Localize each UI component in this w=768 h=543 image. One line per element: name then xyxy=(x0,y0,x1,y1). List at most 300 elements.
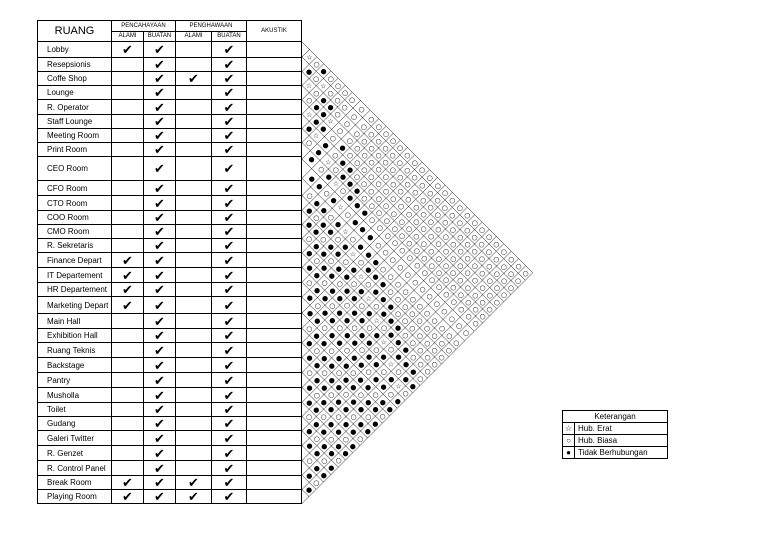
circle-icon: ○ xyxy=(449,196,456,205)
checkmark-icon-penghawaan-buatan: ✔ xyxy=(212,86,247,100)
circle-icon: ○ xyxy=(426,173,433,182)
dot-icon: ● xyxy=(313,103,320,112)
dot-icon: ● xyxy=(343,287,351,295)
circle-icon: ○ xyxy=(327,89,334,98)
dot-icon: ● xyxy=(387,317,395,325)
checkmark-icon-pencahayaan-alami: ✔ xyxy=(112,268,144,283)
circle-icon: ○ xyxy=(334,110,341,119)
circle-icon: ○ xyxy=(464,211,471,220)
checkmark-icon-pencahayaan-buatan: ✔ xyxy=(144,388,176,403)
circle-icon: ○ xyxy=(471,247,478,256)
circle-icon: ○ xyxy=(471,261,478,270)
dot-icon: ● xyxy=(313,361,321,370)
dot-icon: ● xyxy=(387,331,395,339)
star-icon: ☆ xyxy=(387,360,395,369)
subheader-penghawaan-alami: ALAMI xyxy=(176,32,212,42)
dot-icon: ● xyxy=(320,249,327,258)
circle-icon: ○ xyxy=(404,270,411,279)
circle-icon: ○ xyxy=(404,180,411,189)
circle-icon: ○ xyxy=(391,239,399,247)
circle-icon: ○ xyxy=(313,256,320,265)
dot-icon: ● xyxy=(372,375,380,384)
room-name: CFO Room xyxy=(38,181,112,196)
circle-icon: ○ xyxy=(329,134,336,143)
dot-icon: ● xyxy=(379,398,386,407)
checkmark-icon-pencahayaan-buatan: ✔ xyxy=(144,253,176,268)
dot-icon: ● xyxy=(313,199,320,208)
dot-icon: ● xyxy=(335,354,343,363)
dot-icon: ● xyxy=(328,361,335,370)
circle-icon: ○ xyxy=(413,232,420,241)
checkmark-icon-pencahayaan-buatan: ✔ xyxy=(144,58,176,72)
circle-icon: ○ xyxy=(420,196,427,205)
checkmark-icon-penghawaan-buatan: ✔ xyxy=(212,143,247,157)
circle-icon: ○ xyxy=(341,103,348,112)
legend-item-biasa xyxy=(563,435,667,447)
circle-icon: ○ xyxy=(406,239,413,248)
checkmark-icon-penghawaan-alami: ✔ xyxy=(176,476,212,490)
circle-icon: ○ xyxy=(457,290,464,299)
dot-icon: ● xyxy=(350,398,357,406)
circle-icon: ○ xyxy=(464,240,471,249)
circle-icon: ○ xyxy=(486,276,493,285)
circle-icon: ○ xyxy=(438,324,446,333)
circle-icon: ○ xyxy=(342,390,350,399)
circle-icon: ○ xyxy=(387,288,394,296)
circle-icon: ○ xyxy=(416,331,423,340)
dot-icon: ● xyxy=(328,271,335,280)
circle-icon: ○ xyxy=(358,346,366,354)
circle-icon: ○ xyxy=(382,144,389,153)
checkmark-icon-penghawaan-buatan: ✔ xyxy=(212,211,247,225)
checkmark-icon-pencahayaan-buatan: ✔ xyxy=(144,86,176,100)
circle-icon: ○ xyxy=(427,203,434,212)
circle-icon: ○ xyxy=(413,246,420,255)
circle-icon: ○ xyxy=(366,324,373,332)
circle-icon: ○ xyxy=(318,165,325,174)
circle-icon: ○ xyxy=(398,217,405,226)
circle-icon: ○ xyxy=(417,360,424,369)
checkmark-icon-pencahayaan-buatan: ✔ xyxy=(144,239,176,253)
circle-icon: ○ xyxy=(442,232,449,241)
circle-icon: ○ xyxy=(456,203,463,212)
circle-icon: ○ xyxy=(434,181,441,190)
room-name: Coffe Shop xyxy=(38,72,112,86)
circle-icon: ○ xyxy=(428,276,436,284)
checkmark-icon-pencahayaan-buatan: ✔ xyxy=(144,72,176,86)
circle-icon: ○ xyxy=(455,322,463,330)
room-name: IT Departement xyxy=(38,268,112,283)
star-icon: ☆ xyxy=(306,110,313,119)
dot-icon: ● xyxy=(409,382,416,391)
dot-icon: ● xyxy=(305,486,313,494)
circle-icon: ○ xyxy=(380,324,388,332)
dot-icon: ● xyxy=(335,428,342,436)
dot-icon: ● xyxy=(380,383,387,391)
dot-icon: ● xyxy=(321,294,329,303)
dot-icon: ● xyxy=(334,220,342,229)
dot-icon: ● xyxy=(563,447,575,458)
circle-icon: ○ xyxy=(349,235,356,244)
circle-icon: ○ xyxy=(399,246,406,255)
dot-icon: ● xyxy=(321,354,328,363)
legend-label: Hub. Biasa xyxy=(578,436,618,445)
circle-icon: ○ xyxy=(479,298,486,307)
dot-icon: ● xyxy=(306,309,314,318)
circle-icon: ○ xyxy=(486,305,493,314)
header-penghawaan: PENGHAWAAN xyxy=(176,21,247,32)
dot-icon: ● xyxy=(350,383,357,392)
dot-icon: ● xyxy=(361,208,368,217)
dot-icon: ● xyxy=(328,449,335,458)
circle-icon: ○ xyxy=(357,434,364,443)
dot-icon: ● xyxy=(313,464,320,473)
circle-icon: ○ xyxy=(446,331,453,340)
circle-icon: ○ xyxy=(321,324,328,332)
dot-icon: ● xyxy=(320,471,327,480)
star-icon: ☆ xyxy=(349,250,357,259)
circle-icon: ○ xyxy=(368,158,375,167)
circle-icon: ○ xyxy=(418,166,426,174)
checkmark-icon-penghawaan-buatan: ✔ xyxy=(212,196,247,211)
dot-icon: ● xyxy=(380,353,387,361)
circle-icon: ○ xyxy=(401,317,409,325)
header-ruang: RUANG xyxy=(38,21,112,42)
circle-icon: ○ xyxy=(306,369,313,377)
circle-icon: ○ xyxy=(313,434,320,443)
star-icon: ☆ xyxy=(305,82,313,90)
dot-icon: ● xyxy=(313,449,321,458)
dot-icon: ● xyxy=(365,251,372,259)
circle-icon: ○ xyxy=(327,74,334,83)
circle-icon: ○ xyxy=(458,305,465,314)
dot-icon: ● xyxy=(313,405,320,414)
circle-icon: ○ xyxy=(375,165,382,174)
circle-icon: ○ xyxy=(457,247,464,256)
circle-icon: ○ xyxy=(449,211,456,220)
circle-icon: ○ xyxy=(365,280,372,289)
circle-icon: ○ xyxy=(321,369,328,377)
circle-icon: ○ xyxy=(390,209,397,218)
circle-icon: ○ xyxy=(334,82,342,90)
circle-icon: ○ xyxy=(375,137,382,146)
dot-icon: ● xyxy=(379,280,387,289)
circle-icon: ○ xyxy=(320,413,327,421)
circle-icon: ○ xyxy=(406,253,413,262)
circle-icon: ○ xyxy=(421,254,428,263)
circle-icon: ○ xyxy=(387,345,395,354)
circle-icon: ○ xyxy=(472,291,479,300)
dot-icon: ● xyxy=(339,173,347,181)
circle-icon: ○ xyxy=(479,284,486,292)
circle-icon: ○ xyxy=(332,165,339,174)
circle-icon: ○ xyxy=(343,346,351,355)
circle-icon: ○ xyxy=(351,324,358,332)
legend-label: Hub. Erat xyxy=(578,424,612,433)
checkmark-icon-pencahayaan-buatan: ✔ xyxy=(144,181,176,196)
circle-icon: ○ xyxy=(348,96,356,104)
circle-icon: ○ xyxy=(375,122,382,131)
circle-icon: ○ xyxy=(457,233,464,242)
checkmark-icon-pencahayaan-buatan: ✔ xyxy=(144,268,176,283)
circle-icon: ○ xyxy=(435,254,442,263)
circle-icon: ○ xyxy=(411,173,418,182)
dot-icon: ● xyxy=(328,376,335,385)
circle-icon: ○ xyxy=(365,368,372,376)
circle-icon: ○ xyxy=(441,203,448,212)
dot-icon: ● xyxy=(387,302,394,311)
circle-icon: ○ xyxy=(305,139,313,147)
circle-icon: ○ xyxy=(328,347,335,355)
dot-icon: ● xyxy=(336,339,343,347)
dot-icon: ● xyxy=(365,353,373,361)
dot-icon: ● xyxy=(305,221,313,229)
dot-icon: ● xyxy=(320,110,327,119)
dot-icon: ● xyxy=(343,272,350,281)
circle-icon: ○ xyxy=(339,187,347,195)
circle-icon: ○ xyxy=(346,151,354,160)
circle-icon: ○ xyxy=(402,302,409,311)
circle-icon: ○ xyxy=(321,456,328,465)
room-name: Galeri Twitter xyxy=(38,431,112,446)
dot-icon: ● xyxy=(315,148,322,157)
circle-icon: ○ xyxy=(464,226,471,235)
circle-icon: ○ xyxy=(313,346,320,355)
dot-icon: ● xyxy=(308,174,315,183)
checkmark-icon-penghawaan-buatan: ✔ xyxy=(212,225,247,239)
dot-icon: ● xyxy=(357,376,364,384)
circle-icon: ○ xyxy=(500,262,507,271)
circle-icon: ○ xyxy=(375,151,382,160)
checkmark-icon-penghawaan-buatan: ✔ xyxy=(212,373,247,388)
checkmark-icon-penghawaan-buatan: ✔ xyxy=(212,403,247,417)
checkmark-icon-penghawaan-buatan: ✔ xyxy=(212,253,247,268)
checkmark-icon-penghawaan-alami: ✔ xyxy=(176,72,212,86)
circle-icon: ○ xyxy=(462,329,470,337)
dot-icon: ● xyxy=(365,265,372,274)
checkmark-icon-penghawaan-buatan: ✔ xyxy=(212,129,247,143)
circle-icon: ○ xyxy=(472,305,479,314)
checkmark-icon-pencahayaan-buatan: ✔ xyxy=(144,329,176,343)
circle-icon: ○ xyxy=(420,210,427,219)
circle-icon: ○ xyxy=(464,254,471,263)
star-icon: ☆ xyxy=(332,180,340,188)
dot-icon: ● xyxy=(357,405,365,414)
circle-icon: ○ xyxy=(465,298,472,307)
dot-icon: ● xyxy=(327,228,334,236)
dot-icon: ● xyxy=(350,265,357,274)
circle-icon: ○ xyxy=(426,292,433,301)
dot-icon: ● xyxy=(351,294,358,303)
checkmark-icon-penghawaan-buatan: ✔ xyxy=(212,446,247,461)
circle-icon: ○ xyxy=(327,257,335,265)
circle-icon: ○ xyxy=(328,390,335,399)
circle-icon: ○ xyxy=(411,158,418,167)
circle-icon: ○ xyxy=(457,276,464,285)
circle-icon: ○ xyxy=(417,374,424,383)
circle-icon: ○ xyxy=(342,435,349,444)
dot-icon: ● xyxy=(313,271,320,280)
circle-icon: ○ xyxy=(382,158,389,167)
dot-icon: ● xyxy=(351,309,358,317)
dot-icon: ● xyxy=(327,420,335,429)
dot-icon: ● xyxy=(306,354,313,362)
dot-icon: ● xyxy=(320,124,327,133)
room-name: R. Genzet xyxy=(38,446,112,461)
circle-icon: ○ xyxy=(350,413,357,421)
circle-icon: ○ xyxy=(435,225,442,234)
matrix-symbols xyxy=(306,54,529,495)
checkmark-icon-penghawaan-buatan: ✔ xyxy=(212,181,247,196)
dot-icon: ● xyxy=(335,398,342,406)
dot-icon: ● xyxy=(346,194,354,202)
circle-icon: ○ xyxy=(478,226,486,234)
dot-icon: ● xyxy=(305,68,313,76)
circle-icon: ○ xyxy=(354,158,361,167)
dot-icon: ● xyxy=(336,309,343,317)
checkmark-icon-penghawaan-buatan: ✔ xyxy=(212,431,247,446)
dot-icon: ● xyxy=(343,316,351,325)
circle-icon: ○ xyxy=(336,323,343,332)
checkmark-icon-pencahayaan-buatan: ✔ xyxy=(144,490,176,504)
dot-icon: ● xyxy=(313,376,321,385)
circle-icon: ○ xyxy=(472,319,479,328)
dot-icon: ● xyxy=(402,360,410,369)
circle-icon: ○ xyxy=(409,295,416,304)
circle-icon: ○ xyxy=(431,317,438,325)
circle-icon: ○ xyxy=(336,127,344,135)
checkmark-icon-pencahayaan-alami: ✔ xyxy=(112,253,144,268)
circle-icon: ○ xyxy=(416,302,423,311)
checkmark-icon-pencahayaan-alami: ✔ xyxy=(112,42,144,58)
circle-icon: ○ xyxy=(375,209,383,217)
star-icon: ☆ xyxy=(563,423,575,434)
dot-icon: ● xyxy=(329,287,336,295)
checkmark-icon-penghawaan-buatan: ✔ xyxy=(212,283,247,297)
star-icon: ☆ xyxy=(357,273,365,281)
circle-icon: ○ xyxy=(397,173,404,182)
circle-icon: ○ xyxy=(414,261,421,270)
circle-icon: ○ xyxy=(442,247,450,256)
room-name: Exhibition Hall xyxy=(38,329,112,343)
star-icon: ☆ xyxy=(395,382,402,391)
circle-icon: ○ xyxy=(433,299,440,308)
checkmark-icon-pencahayaan-buatan: ✔ xyxy=(144,211,176,225)
circle-icon: ○ xyxy=(441,307,448,316)
checkmark-icon-penghawaan-buatan: ✔ xyxy=(212,239,247,253)
circle-icon: ○ xyxy=(335,369,343,377)
checkmark-icon-penghawaan-buatan: ✔ xyxy=(212,115,247,129)
circle-icon: ○ xyxy=(343,120,351,128)
dot-icon: ● xyxy=(305,125,313,133)
circle-icon: ○ xyxy=(465,312,472,321)
circle-icon: ○ xyxy=(434,196,441,205)
circle-icon: ○ xyxy=(428,247,435,256)
circle-icon: ○ xyxy=(464,283,471,292)
circle-icon: ○ xyxy=(448,314,455,323)
dot-icon: ● xyxy=(320,96,327,105)
circle-icon: ○ xyxy=(390,180,397,189)
dot-icon: ● xyxy=(335,264,342,273)
circle-icon: ○ xyxy=(500,277,508,285)
circle-icon: ○ xyxy=(332,151,339,160)
dot-icon: ● xyxy=(372,405,379,414)
circle-icon: ○ xyxy=(431,346,438,355)
dot-icon: ● xyxy=(372,419,379,428)
room-name: Staff Lounge xyxy=(38,115,112,129)
dot-icon: ● xyxy=(357,420,364,429)
circle-icon: ○ xyxy=(382,248,389,257)
room-name: Backstage xyxy=(38,358,112,373)
circle-icon: ○ xyxy=(395,368,402,376)
circle-icon: ○ xyxy=(360,180,368,188)
circle-icon: ○ xyxy=(327,213,334,222)
dot-icon: ● xyxy=(330,196,337,205)
dot-icon: ● xyxy=(320,427,327,436)
circle-icon: ○ xyxy=(379,265,387,274)
room-name: Main Hall xyxy=(38,314,112,329)
dot-icon: ● xyxy=(320,264,328,272)
circle-icon: ○ xyxy=(405,195,412,204)
circle-icon: ○ xyxy=(350,113,358,121)
room-name: Break Room xyxy=(38,476,112,490)
room-name: Lobby xyxy=(38,42,112,58)
circle-icon: ○ xyxy=(306,192,313,200)
room-name: Ruang Teknis xyxy=(38,343,112,358)
circle-icon: ○ xyxy=(357,390,364,399)
room-name: Resepsionis xyxy=(38,58,112,72)
dot-icon: ● xyxy=(320,398,327,407)
subheader-penghawaan-buatan: BUATAN xyxy=(212,32,247,42)
dot-icon: ● xyxy=(320,220,327,229)
circle-icon: ○ xyxy=(514,277,522,285)
room-name: Lounge xyxy=(38,86,112,100)
circle-icon: ○ xyxy=(417,346,424,355)
circle-icon: ○ xyxy=(354,144,361,153)
circle-icon: ○ xyxy=(380,367,387,376)
circle-icon: ○ xyxy=(412,278,419,287)
circle-icon: ○ xyxy=(453,338,460,347)
circle-icon: ○ xyxy=(493,284,501,292)
checkmark-icon-pencahayaan-buatan: ✔ xyxy=(144,431,176,446)
circle-icon: ○ xyxy=(464,269,471,277)
circle-icon: ○ xyxy=(442,262,450,270)
circle-icon: ○ xyxy=(493,240,500,249)
checkmark-icon-pencahayaan-buatan: ✔ xyxy=(144,358,176,373)
room-name: Meeting Room xyxy=(38,129,112,143)
checkmark-icon-penghawaan-buatan: ✔ xyxy=(212,297,247,314)
circle-icon: ○ xyxy=(368,172,375,181)
dot-icon: ● xyxy=(306,427,313,436)
dot-icon: ● xyxy=(312,228,320,236)
checkmark-icon-pencahayaan-buatan: ✔ xyxy=(144,129,176,143)
circle-icon: ○ xyxy=(456,218,463,227)
dot-icon: ● xyxy=(314,316,321,325)
circle-icon: ○ xyxy=(382,202,390,210)
star-icon: ☆ xyxy=(327,117,334,126)
circle-icon: ○ xyxy=(479,269,486,278)
circle-icon: ○ xyxy=(336,279,343,288)
circle-icon: ○ xyxy=(424,353,431,362)
circle-icon: ○ xyxy=(449,225,456,234)
circle-icon: ○ xyxy=(368,216,376,224)
circle-icon: ○ xyxy=(409,324,416,333)
circle-icon: ○ xyxy=(420,239,427,248)
star-icon: ☆ xyxy=(365,294,372,303)
circle-icon: ○ xyxy=(450,240,457,249)
circle-icon: ○ xyxy=(382,172,389,181)
room-name: Toilet xyxy=(38,403,112,417)
